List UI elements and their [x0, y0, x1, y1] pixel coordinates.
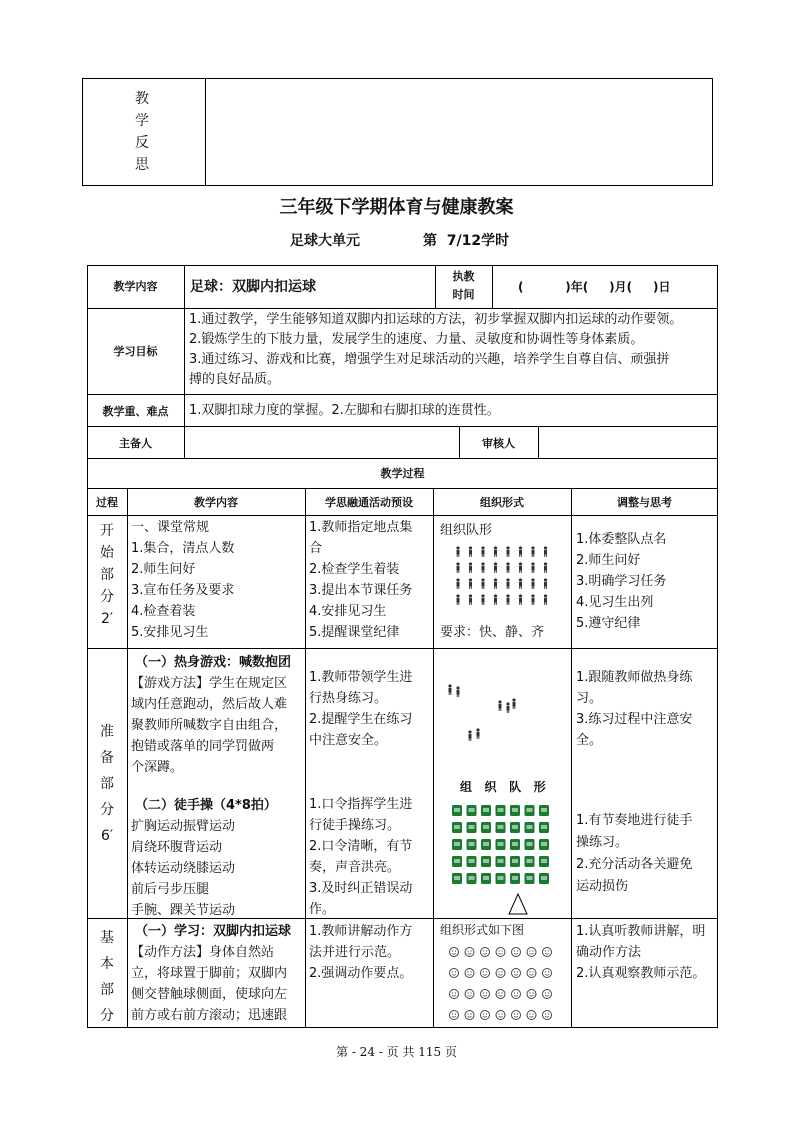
student-figure-icon — [506, 594, 509, 605]
student-figure-icon — [506, 578, 509, 589]
start-content: 一、课堂常规 1.集合，清点人数 2.师生问好 3.宣布任务及要求 4.检查着装 5.安排见习生 — [131, 520, 235, 640]
exercise-formation-diagram — [448, 803, 558, 889]
student-figure-icon — [494, 594, 497, 605]
header-phase: 过程 — [96, 496, 118, 509]
student-figure-icon — [531, 562, 534, 573]
student-figure-icon — [544, 562, 547, 573]
student-marker-icon — [539, 822, 549, 833]
student-marker-icon — [525, 839, 535, 850]
student-marker-icon — [539, 805, 549, 816]
key-points-label: 教学重、难点 — [102, 405, 169, 418]
student-figure-icon — [506, 562, 509, 573]
student-marker-icon — [481, 805, 491, 816]
start-reflection: 1.体委整队点名 2.师生问好 3.明确学习任务 4.见习生出列 5.遵守纪律 — [576, 532, 667, 631]
start-org-title: 组织队形 — [440, 523, 493, 538]
student-figure-icon — [469, 594, 472, 605]
student-figure-icon — [544, 594, 547, 605]
student-figure-icon — [476, 728, 479, 739]
student-face-icon — [481, 969, 490, 978]
student-figure-icon — [469, 546, 472, 557]
student-figure-icon — [494, 578, 497, 589]
student-marker-icon — [539, 873, 549, 884]
student-figure-icon — [494, 562, 497, 573]
student-figure-icon — [448, 684, 451, 695]
student-marker-icon — [510, 822, 520, 833]
student-marker-icon — [510, 856, 520, 867]
student-figure-icon — [481, 562, 484, 573]
unit-label: 足球大单元 — [290, 233, 360, 249]
student-figure-icon — [544, 546, 547, 557]
basic-reflection: 1.认真听教师讲解，明 确动作方法 2.认真观察教师示范。 — [576, 924, 706, 981]
header-content: 教学内容 — [194, 496, 238, 509]
student-figure-icon — [481, 546, 484, 557]
reflection-box — [82, 78, 713, 186]
page-footer: 第 - 24 - 页 共 115 页 — [336, 1045, 457, 1059]
student-marker-icon — [467, 822, 477, 833]
student-figure-icon — [519, 546, 522, 557]
student-face-icon — [527, 969, 536, 978]
student-figure-icon — [512, 698, 515, 709]
prep-reflection-1: 1.跟随教师做热身练 习。 3.练习过程中注意安 全。 — [576, 670, 693, 748]
student-face-icon — [450, 948, 459, 957]
student-face-icon — [512, 1011, 521, 1020]
student-marker-icon — [496, 805, 506, 816]
basic-activities: 1.教师讲解动作方 法并进行示范。 2.强调动作要点。 — [309, 924, 413, 981]
student-figure-icon — [506, 702, 509, 713]
prep-activities-2: 1.口令指挥学生进 行徒手操练习。 2.口令清晰，有节 奏，声音洪亮。 3.及时纠正错误动 作。 — [309, 797, 413, 917]
student-marker-icon — [510, 839, 520, 850]
student-marker-icon — [496, 856, 506, 867]
student-face-icon — [465, 969, 474, 978]
student-marker-icon — [467, 839, 477, 850]
student-face-icon — [481, 1011, 490, 1020]
student-figure-icon — [531, 578, 534, 589]
header-activities: 学思融通活动预设 — [325, 496, 413, 509]
student-marker-icon — [539, 856, 549, 867]
student-face-icon — [527, 948, 536, 957]
student-face-icon — [543, 969, 552, 978]
student-face-icon — [496, 969, 505, 978]
student-figure-icon — [544, 578, 547, 589]
student-figure-icon — [531, 594, 534, 605]
lesson-label: 第 7/12学时 — [423, 233, 510, 249]
preparer-label: 主备人 — [119, 437, 152, 450]
student-face-icon — [512, 969, 521, 978]
student-figure-icon — [469, 578, 472, 589]
student-figure-icon — [456, 546, 459, 557]
student-figure-icon — [456, 686, 459, 697]
student-marker-icon — [452, 805, 462, 816]
student-figure-icon — [519, 562, 522, 573]
student-figure-icon — [519, 594, 522, 605]
start-formation-diagram — [452, 544, 552, 609]
key-points-value: 1.双脚扣球力度的掌握。2.左脚和右脚扣球的连贯性。 — [189, 403, 500, 418]
student-face-icon — [512, 948, 521, 957]
student-face-icon — [496, 948, 505, 957]
basic-formation-diagram — [448, 944, 568, 1024]
student-face-icon — [543, 1011, 552, 1020]
page-title: 三年级下学期体育与健康教案 — [279, 197, 514, 218]
student-marker-icon — [467, 805, 477, 816]
student-figure-icon — [481, 578, 484, 589]
student-marker-icon — [539, 839, 549, 850]
student-face-icon — [465, 948, 474, 957]
start-org-require: 要求：快、静、齐 — [440, 625, 545, 640]
student-face-icon — [450, 1011, 459, 1020]
prep-content: （一）热身游戏：喊数抱团 【游戏方法】学生在规定区 域内任意跑动，然后故人难 聚教师所喊数字自由组合， 抱错或落单的同学罚做两 个深蹲。 — [131, 655, 292, 775]
student-marker-icon — [525, 873, 535, 884]
basic-phase-label: 基 本 部 分 — [100, 930, 114, 1024]
student-marker-icon — [452, 822, 462, 833]
header-organization: 组织形式 — [480, 496, 524, 509]
student-marker-icon — [481, 839, 491, 850]
warmup-scatter-diagram — [440, 680, 560, 760]
prep-activities-1: 1.教师带领学生进 行热身练习。 2.提醒学生在练习 中注意安全。 — [309, 670, 413, 748]
prep-exercise: （二）徒手操（4*8拍） 扩胸运动振臂运动 肩绕环腹背运动 体转运动绕膝运动 前后弓步压腿 手腕、踝关节运动 — [131, 798, 277, 918]
prep-org-label: 组 织 队 形 — [460, 780, 546, 794]
student-figure-icon — [456, 594, 459, 605]
student-face-icon — [527, 990, 536, 999]
content-value: 足球：双脚内扣运球 — [190, 279, 316, 295]
student-marker-icon — [525, 856, 535, 867]
start-activities: 1.教师指定地点集 合 2.检查学生着装 3.提出本节课任务 4.安排见习生 5.提醒课堂纪律 — [309, 520, 413, 640]
student-figure-icon — [456, 562, 459, 573]
student-face-icon — [543, 990, 552, 999]
student-face-icon — [450, 969, 459, 978]
student-face-icon — [527, 1011, 536, 1020]
student-figure-icon — [506, 546, 509, 557]
student-marker-icon — [467, 856, 477, 867]
header-reflection: 调整与思考 — [617, 496, 672, 509]
basic-org-title: 组织形式如下图 — [440, 923, 525, 937]
student-marker-icon — [452, 856, 462, 867]
student-marker-icon — [510, 805, 520, 816]
student-marker-icon — [481, 822, 491, 833]
student-figure-icon — [498, 700, 501, 711]
student-marker-icon — [452, 873, 462, 884]
student-face-icon — [481, 948, 490, 957]
student-face-icon — [481, 990, 490, 999]
prep-phase-label: 准 备 部 分 6′ — [100, 724, 114, 844]
student-figure-icon — [469, 562, 472, 573]
reflection-label: 教 学 反 思 — [135, 91, 149, 173]
process-title: 教学过程 — [380, 467, 425, 480]
student-figure-icon — [468, 730, 471, 741]
time-label: 执教 时间 — [452, 270, 475, 301]
start-phase-label: 开 始 部 分 2′ — [100, 523, 114, 627]
student-marker-icon — [496, 873, 506, 884]
objectives-text: 1.通过教学，学生能够知道双脚内扣运球的方法，初步掌握双脚内扣运球的动作要领。 2.锻炼学生的下肢力量，发展学生的速度、力量、灵敏度和协调性等身体素质。 3.通过练习、游戏和比赛，增强学生对足球活动的兴趣，培养学生自尊自信、顽强拼 搏的良好品质。 — [189, 312, 683, 387]
student-figure-icon — [456, 578, 459, 589]
student-face-icon — [512, 990, 521, 999]
student-face-icon — [496, 990, 505, 999]
reviewer-label: 审核人 — [482, 437, 515, 450]
teacher-triangle-icon — [508, 893, 528, 915]
student-marker-icon — [525, 822, 535, 833]
student-marker-icon — [496, 822, 506, 833]
student-marker-icon — [467, 873, 477, 884]
student-marker-icon — [452, 839, 462, 850]
student-figure-icon — [481, 594, 484, 605]
content-label: 教学内容 — [113, 280, 158, 293]
student-face-icon — [543, 948, 552, 957]
student-marker-icon — [496, 839, 506, 850]
student-figure-icon — [519, 578, 522, 589]
student-marker-icon — [481, 856, 491, 867]
time-value: ( )年( )月( )日 — [518, 280, 671, 294]
student-face-icon — [465, 990, 474, 999]
student-marker-icon — [525, 805, 535, 816]
basic-content: （一）学习：双脚内扣运球 【动作方法】身体自然站 立，将球置于脚前；双脚内 侧交替触球侧面，使球向左 前方或右前方滚动；迅速跟 — [131, 924, 292, 1023]
student-marker-icon — [481, 873, 491, 884]
student-marker-icon — [510, 873, 520, 884]
student-face-icon — [496, 1011, 505, 1020]
prep-reflection-2: 1.有节奏地进行徒手 操练习。 2.充分活动各关避免 运动损伤 — [576, 813, 693, 894]
objectives-label: 学习目标 — [113, 345, 158, 358]
student-figure-icon — [494, 546, 497, 557]
student-figure-icon — [531, 546, 534, 557]
student-face-icon — [450, 990, 459, 999]
student-face-icon — [465, 1011, 474, 1020]
